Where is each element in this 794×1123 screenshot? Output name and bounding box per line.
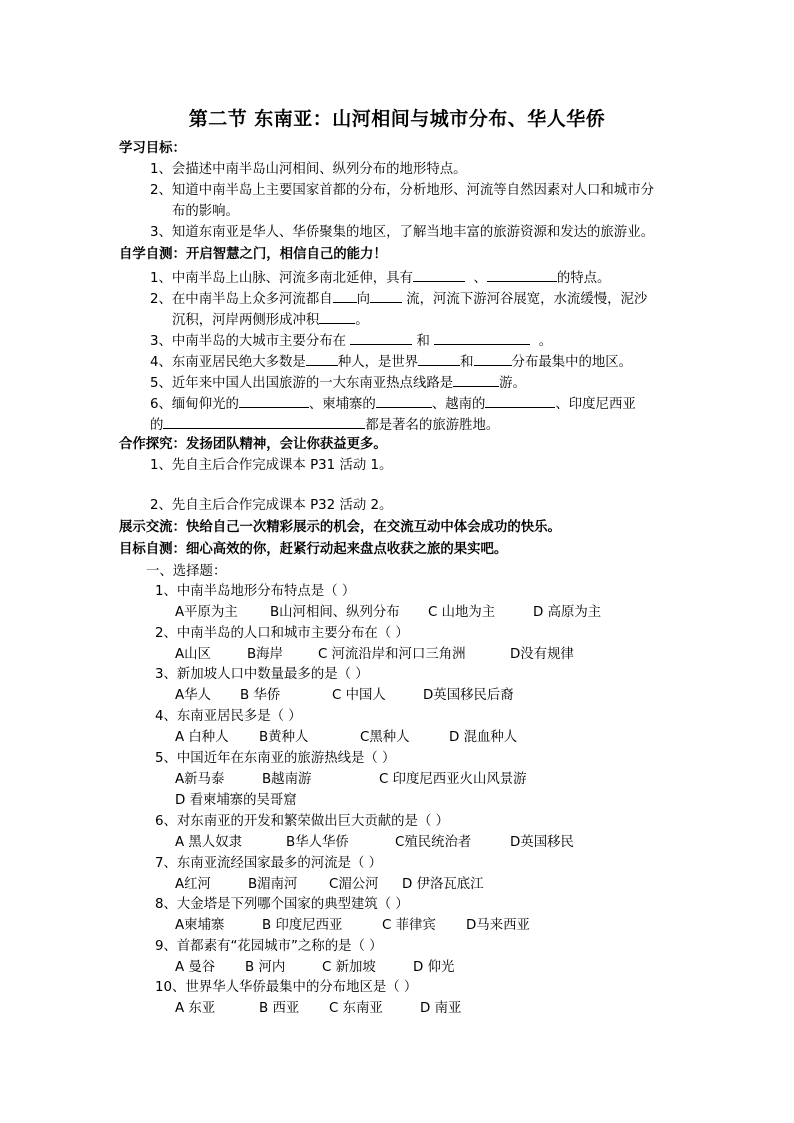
choice-option-2d[interactable]: D没有规律 xyxy=(510,647,574,662)
choice-option-4d[interactable]: D 混血种人 xyxy=(449,730,518,745)
choice-question-2: 2、中南半岛的人口和城市主要分布在（ ） xyxy=(155,626,409,641)
choice-option-8c[interactable]: C 菲律宾 xyxy=(382,918,436,933)
choice-option-1a[interactable]: A平原为主 xyxy=(175,605,238,620)
q6-text-c: 、越南的 xyxy=(431,397,486,412)
q6-blank-2[interactable] xyxy=(376,394,432,408)
choice-option-4b[interactable]: B黄种人 xyxy=(259,730,309,745)
q6-blank-4[interactable] xyxy=(163,415,365,429)
q1-text-b: 、 xyxy=(473,271,487,286)
q2-blank-3[interactable] xyxy=(319,310,355,324)
q3-text-b: 和 xyxy=(416,334,430,349)
choice-question-6: 6、对东南亚的开发和繁荣做出巨大贡献的是（ ） xyxy=(155,814,449,829)
show-heading: 展示交流：快给自己一次精彩展示的机会，在交流互动中体会成功的快乐。 xyxy=(119,520,561,535)
choice-option-10c[interactable]: C 东南亚 xyxy=(329,1001,383,1016)
choice-option-2b[interactable]: B海岸 xyxy=(247,647,283,662)
choice-option-7c[interactable]: C湄公河 xyxy=(329,877,379,892)
goals-heading: 学习目标： xyxy=(119,141,186,156)
choice-section-label: 一、选择题： xyxy=(146,564,227,579)
q2-text-d: 沉积，河岸两侧形成冲积 xyxy=(172,313,320,328)
self-test-q1 xyxy=(150,268,610,288)
q5-text-a: 5、近年来中国人出国旅游的一大东南亚热点线路是 xyxy=(150,376,454,391)
q6-blank-3[interactable] xyxy=(485,394,555,408)
choice-option-5c[interactable]: C 印度尼西亚火山风景游 xyxy=(379,772,527,787)
q1-text-c: 的特点。 xyxy=(556,271,611,286)
q3-text-c: 。 xyxy=(538,334,553,349)
choice-option-10a[interactable]: A 东亚 xyxy=(175,1001,216,1016)
choice-option-5b[interactable]: B越南游 xyxy=(262,772,312,787)
q5-blank-1[interactable] xyxy=(453,373,499,387)
q2-text-e: 。 xyxy=(355,313,369,328)
q4-text-d: 分布最集中的地区。 xyxy=(511,355,633,370)
choice-option-7d[interactable]: D 伊洛瓦底江 xyxy=(402,877,484,892)
q6-text-a: 6、缅甸仰光的 xyxy=(150,397,239,412)
coop-item-2: 2、先自主后合作完成课本 P32 活动 2。 xyxy=(150,498,393,513)
self-test-q4 xyxy=(150,352,632,372)
choice-option-9b[interactable]: B 河内 xyxy=(245,960,286,975)
choice-option-10d[interactable]: D 南亚 xyxy=(420,1001,462,1016)
choice-option-3a[interactable]: A华人 xyxy=(175,688,211,703)
q6-text-d: 、印度尼西亚 xyxy=(555,397,636,412)
choice-option-2c[interactable]: C 河流沿岸和河口三角洲 xyxy=(318,647,466,662)
choice-question-3: 3、新加坡人口中数量最多的是（ ） xyxy=(155,667,369,682)
q3-blank-1[interactable] xyxy=(350,331,412,345)
q2-text-b: 向 xyxy=(356,292,370,307)
q2-text-a: 2、在中南半岛上众多河流都自 xyxy=(150,292,333,307)
choice-option-7a[interactable]: A红河 xyxy=(175,877,211,892)
choice-option-5a[interactable]: A新马泰 xyxy=(175,772,225,787)
choice-question-1: 1、中南半岛地形分布特点是（ ） xyxy=(155,584,356,599)
choice-option-1c[interactable]: C 山地为主 xyxy=(428,605,496,620)
choice-option-10b[interactable]: B 西亚 xyxy=(259,1001,300,1016)
choice-option-6c[interactable]: C殖民统治者 xyxy=(395,835,472,850)
choice-option-4c[interactable]: C黑种人 xyxy=(360,730,410,745)
choice-option-9c[interactable]: C 新加坡 xyxy=(322,960,376,975)
q6-text-e: 的 xyxy=(150,418,164,433)
q4-blank-2[interactable] xyxy=(418,352,460,366)
choice-question-7: 7、东南亚流经国家最多的河流是（ ） xyxy=(155,856,383,871)
q6-text-b: 、柬埔寨的 xyxy=(308,397,376,412)
goal-item-2-cont: 布的影响。 xyxy=(172,204,239,219)
choice-option-8d[interactable]: D马来西亚 xyxy=(466,918,530,933)
q3-text-a: 3、中南半岛的大城市主要分布在 xyxy=(150,334,346,349)
page-title: 第二节 东南亚：山河相间与城市分布、华人华侨 xyxy=(188,108,606,130)
choice-option-1b[interactable]: B山河相间、纵列分布 xyxy=(270,605,400,620)
q4-text-a: 4、东南亚居民绝大多数是 xyxy=(150,355,306,370)
self-test-q5 xyxy=(150,373,526,393)
q5-text-b: 游。 xyxy=(499,376,526,391)
coop-heading: 合作探究：发扬团队精神，会让你获益更多。 xyxy=(119,437,387,452)
choice-option-3c[interactable]: C 中国人 xyxy=(332,688,386,703)
q6-text-f: 都是著名的旅游胜地。 xyxy=(365,418,500,433)
choice-question-9: 9、首都素有“花园城市”之称的是（ ） xyxy=(155,939,383,954)
q2-blank-1[interactable] xyxy=(333,289,357,303)
choice-option-4a[interactable]: A 白种人 xyxy=(175,730,229,745)
choice-option-7b[interactable]: B湄南河 xyxy=(248,877,298,892)
choice-question-4: 4、东南亚居民多是（ ） xyxy=(155,709,302,724)
q2-blank-2[interactable] xyxy=(370,289,402,303)
q4-text-b: 种人，是世界 xyxy=(337,355,419,370)
choice-option-8b[interactable]: B 印度尼西亚 xyxy=(262,918,343,933)
self-test-heading: 自学自测：开启智慧之门，相信自己的能力！ xyxy=(119,247,387,262)
goal-item-3: 3、知道东南亚是华人、华侨聚集的地区，了解当地丰富的旅游资源和发达的旅游业。 xyxy=(150,225,654,240)
choice-question-10: 10、世界华人华侨最集中的分布地区是（ ） xyxy=(155,980,418,995)
q1-blank-1[interactable] xyxy=(413,268,465,282)
self-test-q3 xyxy=(150,331,552,351)
choice-option-3d[interactable]: D英国移民后裔 xyxy=(423,688,514,703)
choice-option-2a[interactable]: A山区 xyxy=(175,647,211,662)
q1-text-a: 1、中南半岛上山脉、河流多南北延伸，具有 xyxy=(150,271,413,286)
q4-text-c: 和 xyxy=(460,355,474,370)
choice-option-3b[interactable]: B 华侨 xyxy=(240,688,281,703)
q1-blank-2[interactable] xyxy=(487,268,557,282)
q6-blank-1[interactable] xyxy=(239,394,309,408)
q3-blank-2[interactable] xyxy=(434,331,530,345)
self-test-q6-cont xyxy=(150,415,499,435)
goal-item-2: 2、知道中南半岛上主要国家首都的分布，分析地形、河流等自然因素对人口和城市分 xyxy=(150,183,654,198)
choice-option-8a[interactable]: A柬埔寨 xyxy=(175,918,225,933)
choice-option-9a[interactable]: A 曼谷 xyxy=(175,960,216,975)
choice-option-5d[interactable]: D 看柬埔寨的吴哥窟 xyxy=(175,793,297,808)
choice-option-6a[interactable]: A 黑人奴隶 xyxy=(175,835,242,850)
choice-option-6b[interactable]: B华人华侨 xyxy=(286,835,349,850)
goal-item-1: 1、会描述中南半岛山河相间、纵列分布的地形特点。 xyxy=(150,162,467,177)
choice-option-1d[interactable]: D 高原为主 xyxy=(533,605,602,620)
q2-text-c: 流，河流下游河谷展宽，水流缓慢，泥沙 xyxy=(406,292,648,307)
choice-option-6d[interactable]: D英国移民 xyxy=(510,835,574,850)
coop-item-1: 1、先自主后合作完成课本 P31 活动 1。 xyxy=(150,458,393,473)
self-test-q2-cont xyxy=(172,310,369,330)
q4-blank-3[interactable] xyxy=(474,352,512,366)
choice-option-9d[interactable]: D 仰光 xyxy=(413,960,455,975)
choice-question-8: 8、大金塔是下列哪个国家的典型建筑（ ） xyxy=(155,897,409,912)
q4-blank-1[interactable] xyxy=(306,352,338,366)
target-heading: 目标自测：细心高效的你，赶紧行动起来盘点收获之旅的果实吧。 xyxy=(119,542,508,557)
self-test-q6 xyxy=(150,394,636,414)
choice-question-5: 5、中国近年在东南亚的旅游热线是（ ） xyxy=(155,751,396,766)
self-test-q2 xyxy=(150,289,647,309)
